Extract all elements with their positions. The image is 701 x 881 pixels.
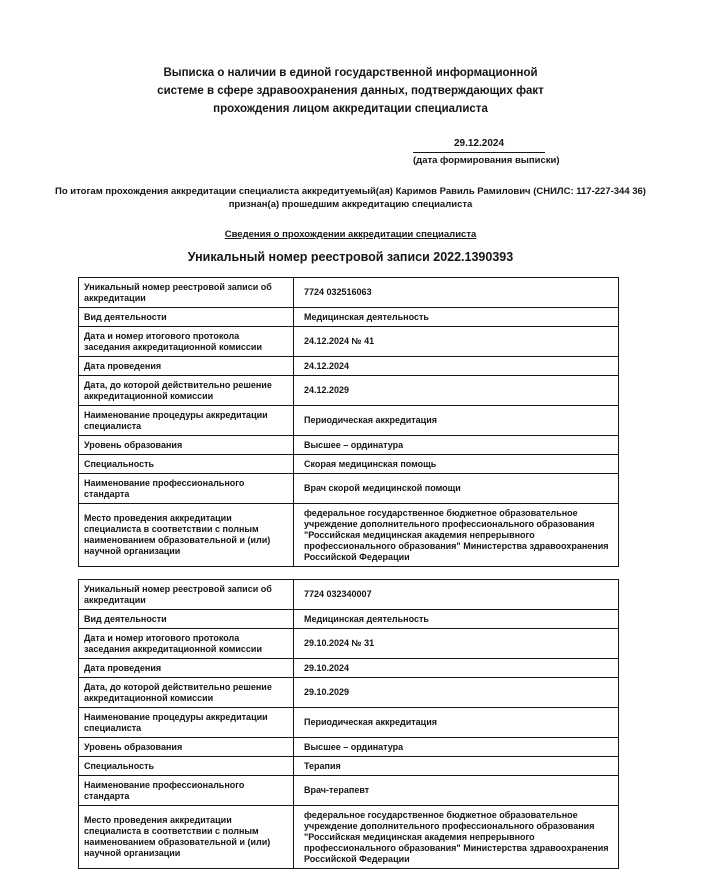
row-value: Высшее – ординатура (294, 738, 619, 757)
table-row (79, 504, 619, 567)
row-label: Дата и номер итогового протокола заседания аккредитационной комиссии (79, 327, 294, 357)
table-row (79, 629, 619, 659)
row-label: Наименование профессионального стандарта (79, 776, 294, 806)
row-value: Медицинская деятельность (294, 610, 619, 629)
row-value: федеральное государственное бюджетное образовательное учреждение дополнительного профессионального образования "Российская медицинская академия непрерывного профессионального образования" Министерства здравоохранения Российской Федерации (294, 504, 619, 567)
row-value: 24.12.2024 (294, 357, 619, 376)
row-label: Специальность (79, 455, 294, 474)
document-title-line-1: Выписка о наличии в единой государственной информационной (163, 67, 538, 79)
row-label: Наименование процедуры аккредитации специалиста (79, 406, 294, 436)
row-value: Скорая медицинская помощь (294, 455, 619, 474)
row-label: Вид деятельности (79, 610, 294, 629)
table-row (79, 610, 619, 629)
row-label: Уникальный номер реестровой записи об аккредитации (79, 580, 294, 610)
row-value: 7724 032340007 (294, 580, 619, 610)
row-label: Уровень образования (79, 738, 294, 757)
table-row (79, 806, 619, 869)
row-label: Дата проведения (79, 659, 294, 678)
extract-date: 29.12.2024 (413, 138, 545, 153)
accreditation-table-2 (78, 579, 619, 869)
accreditation-table-1 (78, 277, 619, 567)
registry-number-heading: Уникальный номер реестровой записи 2022.1390393 (187, 250, 514, 264)
table-row (79, 708, 619, 738)
row-label: Вид деятельности (79, 308, 294, 327)
row-value: 24.12.2029 (294, 376, 619, 406)
row-value: Врач-терапевт (294, 776, 619, 806)
table-row (79, 659, 619, 678)
row-value: федеральное государственное бюджетное образовательное учреждение дополнительного профессионального образования "Российская медицинская академия непрерывного профессионального образования" Министерства здравоохранения Российской Федерации (294, 806, 619, 869)
row-label: Дата и номер итогового протокола заседания аккредитационной комиссии (79, 629, 294, 659)
row-value: Высшее – ординатура (294, 436, 619, 455)
row-value: Медицинская деятельность (294, 308, 619, 327)
table-row (79, 455, 619, 474)
document-title-line-3: прохождения лицом аккредитации специалиста (213, 103, 488, 115)
row-label: Дата, до которой действительно решение аккредитационной комиссии (79, 376, 294, 406)
row-value: 29.10.2029 (294, 678, 619, 708)
table-row (79, 278, 619, 308)
document-title-line-2: системе в сфере здравоохранения данных, подтверждающих факт (157, 85, 544, 97)
table-row (79, 474, 619, 504)
row-value: Периодическая аккредитация (294, 708, 619, 738)
row-label: Наименование процедуры аккредитации специалиста (79, 708, 294, 738)
table-row (79, 580, 619, 610)
table-row (79, 776, 619, 806)
section-heading: Сведения о прохождении аккредитации специалиста (224, 229, 477, 240)
extract-date-block (413, 138, 560, 167)
table-row (79, 757, 619, 776)
table-row (79, 376, 619, 406)
row-label: Специальность (79, 757, 294, 776)
row-label: Место проведения аккредитации специалиста в соответствии с полным наименованием образовательной и (или) научной организации (79, 504, 294, 567)
row-label: Место проведения аккредитации специалиста в соответствии с полным наименованием образовательной и (или) научной организации (79, 806, 294, 869)
row-value: 29.10.2024 (294, 659, 619, 678)
row-label: Дата проведения (79, 357, 294, 376)
row-label: Дата, до которой действительно решение аккредитационной комиссии (79, 678, 294, 708)
table-row (79, 436, 619, 455)
row-label: Уровень образования (79, 436, 294, 455)
table-row (79, 308, 619, 327)
table-row (79, 678, 619, 708)
document-title (0, 0, 701, 118)
table-row (79, 406, 619, 436)
row-label: Уникальный номер реестровой записи об аккредитации (79, 278, 294, 308)
table-row (79, 738, 619, 757)
row-value: 29.10.2024 № 31 (294, 629, 619, 659)
accreditation-summary-paragraph: По итогам прохождения аккредитации специалиста аккредитуемый(ая) Каримов Равиль Рамилович (СНИЛС: 117-227-344 36) признан(а) прошедшим аккредитацию специалиста (55, 186, 646, 210)
row-value: Терапия (294, 757, 619, 776)
row-value: Периодическая аккредитация (294, 406, 619, 436)
row-value: Врач скорой медицинской помощи (294, 474, 619, 504)
row-label: Наименование профессионального стандарта (79, 474, 294, 504)
table-row (79, 357, 619, 376)
row-value: 24.12.2024 № 41 (294, 327, 619, 357)
row-value: 7724 032516063 (294, 278, 619, 308)
extract-date-caption: (дата формирования выписки) (413, 155, 560, 166)
table-row (79, 327, 619, 357)
